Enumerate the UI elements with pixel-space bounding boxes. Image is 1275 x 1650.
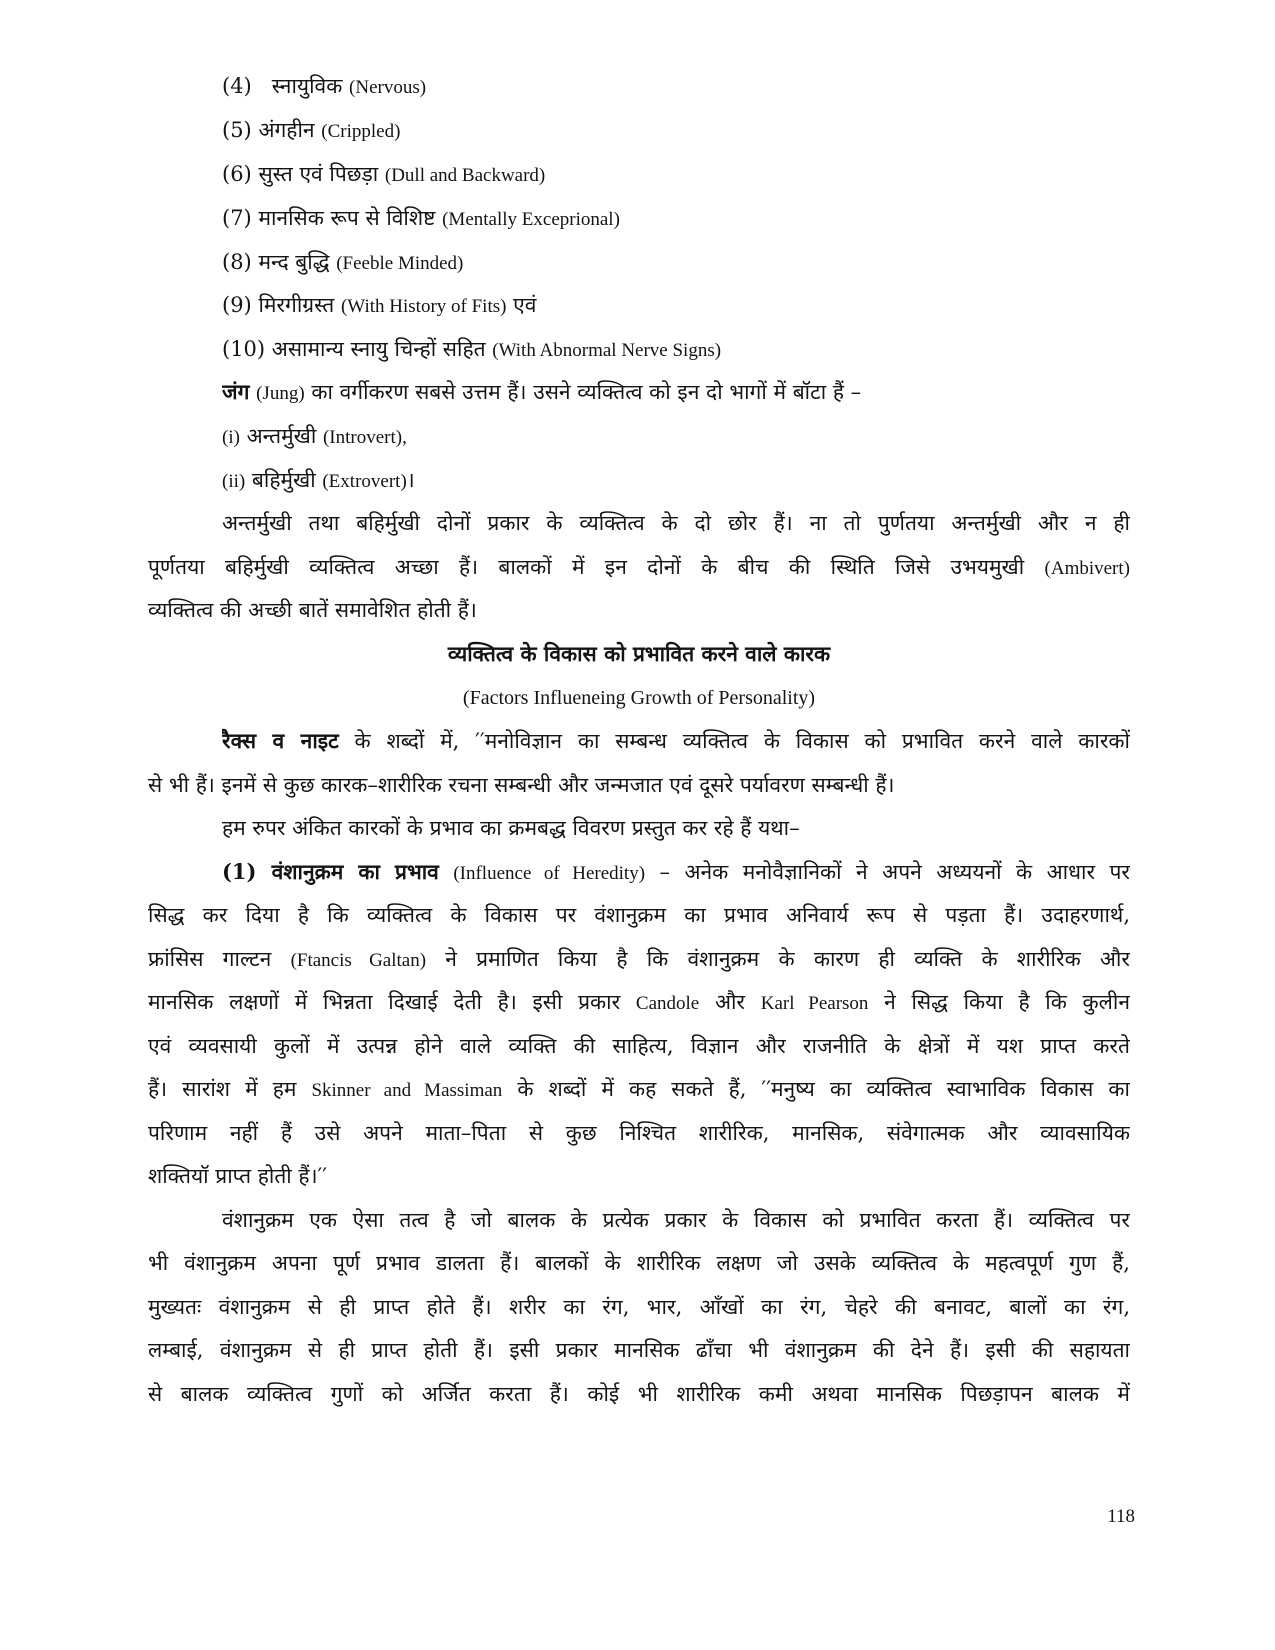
- list-item: (ii) बहिर्मुखी (Extrovert)।: [222, 468, 415, 492]
- paragraph-line: वंशानुक्रम एक ऐसा तत्व है जो बालक के प्रत्येक प्रकार के विकास को प्रभावित करता हैं। व्यक्तित्व पर: [222, 1208, 1130, 1232]
- list-item: (6) सुस्त एवं पिछड़ा (Dull and Backward): [222, 162, 546, 186]
- list-item: (4) स्नायुविक (Nervous): [222, 74, 427, 98]
- section-title: व्यक्तित्व के विकास को प्रभावित करने वाले कारक: [447, 641, 831, 666]
- list-item: (10) असामान्य स्नायु चिन्हों सहित (With Abnormal Nerve Signs): [222, 337, 722, 361]
- paragraph-line: एवं व्यवसायी कुलों में उत्पन्न होने वाले व्यक्ति की साहित्य, विज्ञान और राजनीति के क्षेत्रों में यश प्राप्त करते: [148, 1034, 1130, 1058]
- paragraph-line: सिद्ध कर दिया है कि व्यक्तित्व के विकास पर वंशानुक्रम का प्रभाव अनिवार्य रूप से पड़ता हैं। उदाहरणार्थ,: [148, 903, 1130, 927]
- paragraph-line: भी वंशानुक्रम अपना पूर्ण प्रभाव डालता हैं। बालकों के शारीरिक लक्षण जो उसके व्यक्तित्व के महत्वपूर्ण गुण हैं,: [148, 1251, 1130, 1275]
- list-item: (i) अन्तर्मुखी (Introvert),: [222, 424, 407, 448]
- paragraph-line: व्यक्तित्व की अच्छी बातें समावेशित होती हैं।: [148, 598, 477, 622]
- list-item: (7) मानसिक रूप से विशिष्ट (Mentally Exceprional): [222, 206, 620, 230]
- paragraph-line: रैक्स व नाइट के शब्दों में, ′′मनोविज्ञान का सम्बन्ध व्यक्तित्व के विकास को प्रभावित करने वाले कारकों: [222, 728, 1130, 753]
- paragraph-line: फ्रांसिस गाल्टन (Ftancis Galtan) ने प्रमाणित किया है कि वंशानुक्रम के कारण ही व्यक्ति के शारीरिक और: [148, 947, 1130, 971]
- paragraph-line: परिणाम नहीं हैं उसे अपने माता–पिता से कुछ निश्चित शारीरिक, मानसिक, संवेगात्मक और व्यावसायिक: [148, 1121, 1130, 1145]
- paragraph-line: मानसिक लक्षणों में भिन्नता दिखाई देती है। इसी प्रकार Candole और Karl Pearson ने सिद्ध किया है कि कुलीन: [148, 990, 1130, 1014]
- list-item: (5) अंगहीन (Crippled): [222, 118, 401, 142]
- paragraph-line: मुख्यतः वंशानुक्रम से ही प्राप्त होते हैं। शरीर का रंग, भार, ऑंखों का रंग, चेहरे की बनावट, बालों का रंग,: [148, 1295, 1130, 1319]
- list-item: (9) मिरगीग्रस्त (With History of Fits) एवं: [222, 293, 537, 317]
- paragraph-line: से भी हैं। इनमें से कुछ कारक–शारीरिक रचना सम्बन्धी और जन्मजात एवं दूसरे पर्यावरण सम्बन्धी हैं।: [148, 773, 895, 797]
- list-item: (8) मन्द बुद्धि (Feeble Minded): [222, 250, 464, 274]
- paragraph-line: हैं। सारांश में हम Skinner and Massiman के शब्दों में कह सकते हैं, ′′मनुष्य का व्यक्तित्व स्वाभाविक विकास का: [148, 1077, 1130, 1101]
- page-number: 118: [1107, 1506, 1135, 1527]
- paragraph-line: से बालक व्यक्तित्व गुणों को अर्जित करता हैं। कोई भी शारीरिक कमी अथवा मानसिक पिछड़ापन बालक में: [148, 1382, 1130, 1406]
- paragraph-line: अन्तर्मुखी तथा बहिर्मुखी दोनों प्रकार के व्यक्तित्व के दो छोर हैं। ना तो पुर्णतया अन्तर्मुखी और न ही: [222, 511, 1130, 535]
- paragraph-line: हम रुपर अंकित कारकों के प्रभाव का क्रमबद्ध विवरण प्रस्तुत कर रहे हैं यथा–: [222, 816, 800, 840]
- paragraph-line: लम्बाई, वंशानुक्रम से ही प्राप्त होती हैं। इसी प्रकार मानसिक ढाँचा भी वंशानुक्रम की देने हैं। इसी की सहायता: [148, 1338, 1130, 1362]
- paragraph-line: पूर्णतया बहिर्मुखी व्यक्तित्व अच्छा हैं। बालकों में इन दोनों के बीच की स्थिति जिसे उभयमुखी (Ambivert): [148, 555, 1130, 579]
- paragraph-line: शक्तियॉ प्राप्त होती हैं।′′: [148, 1164, 328, 1188]
- jung-classification: जंग (Jung) का वर्गीकरण सबसे उत्तम हैं। उसने व्यक्तित्व को इन दो भागों में बॉटा हैं –: [222, 379, 862, 404]
- section-subtitle: (Factors Influeneing Growth of Personality): [462, 687, 816, 709]
- paragraph-line: (1) वंशानुक्रम का प्रभाव (Influence of Heredity) – अनेक मनोवैज्ञानिकों ने अपने अध्ययनों के आधार पर: [222, 859, 1130, 884]
